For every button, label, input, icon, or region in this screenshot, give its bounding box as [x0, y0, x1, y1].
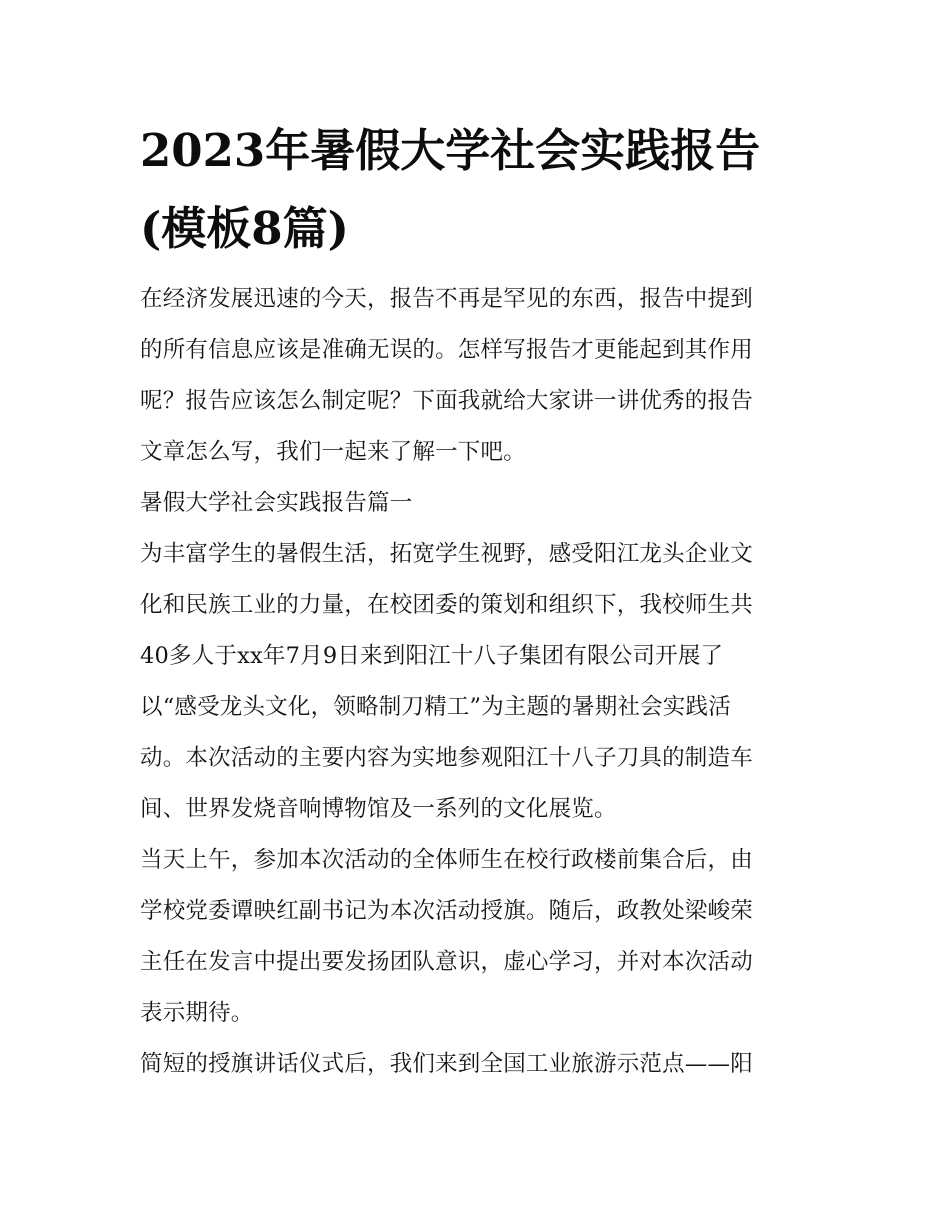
intro-line: 的所有信息应该是准确无误的。怎样写报告才更能起到其作用 — [140, 337, 753, 363]
paragraph-line: 动。本次活动的主要内容为实地参观阳江十八子刀具的制造车 — [140, 745, 753, 771]
paragraph-line: 40多人于xx年7月9日来到阳江十八子集团有限公司开展了 — [140, 643, 724, 669]
paragraph-line: 学校党委谭映红副书记为本次活动授旗。随后，政教处梁峻荣 — [140, 898, 753, 924]
paragraph-line: 间、世界发烧音响博物馆及一系列的文化展览。 — [140, 796, 617, 822]
document-title — [140, 112, 820, 268]
intro-line: 在经济发展迅速的今天，报告不再是罕见的东西，报告中提到 — [140, 286, 753, 312]
section-heading: 暑假大学社会实践报告篇一 — [140, 490, 413, 516]
paragraph-line: 以“感受龙头文化，领略制刀精工”为主题的暑期社会实践活 — [140, 694, 731, 720]
paragraph-line: 主任在发言中提出要发扬团队意识，虚心学习，并对本次活动 — [140, 949, 753, 975]
intro-line: 文章怎么写，我们一起来了解一下吧。 — [140, 439, 526, 465]
paragraph-line: 当天上午，参加本次活动的全体师生在校行政楼前集合后，由 — [140, 847, 753, 873]
paragraph-line: 表示期待。 — [140, 1000, 254, 1026]
paragraph-line: 简短的授旗讲话仪式后，我们来到全国工业旅游示范点——阳 — [140, 1051, 753, 1077]
title-line-1: 2023年暑假大学社会实践报告 — [140, 124, 761, 177]
paragraph-line: 化和民族工业的力量，在校团委的策划和组织下，我校师生共 — [140, 592, 753, 618]
paragraph-line: 为丰富学生的暑假生活，拓宽学生视野，感受阳江龙头企业文 — [140, 541, 753, 567]
title-line-2: (模板8篇) — [140, 202, 349, 255]
intro-line: 呢？报告应该怎么制定呢？下面我就给大家讲一讲优秀的报告 — [140, 388, 753, 414]
